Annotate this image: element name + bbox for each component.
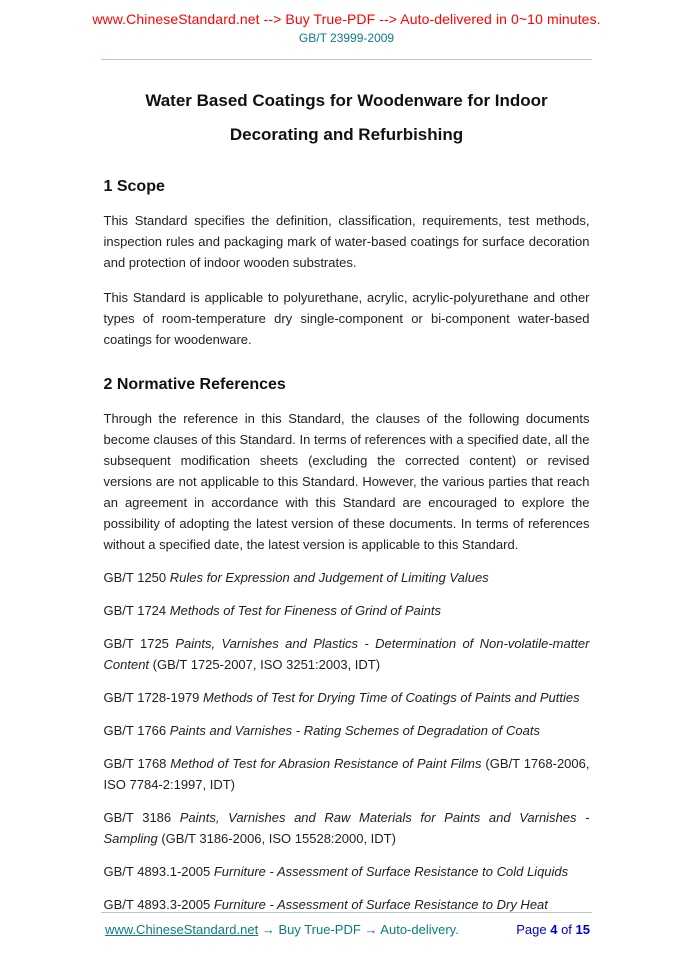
- reference-code: GB/T 1728-1979: [103, 690, 200, 705]
- total-pages: 15: [575, 922, 590, 937]
- reference-item: [104, 861, 590, 882]
- reference-code: GB/T 1766: [103, 723, 167, 738]
- scope-paragraph-2: This Standard is applicable to polyurethane, acrylic, acrylic-polyurethane and other types of room-temperature dry single-component or bi-component water-based coatings for woodenware.: [103, 290, 590, 347]
- page-label: Page: [516, 922, 547, 937]
- promo-banner: www.ChineseStandard.net --> Buy True-PDF --> Auto-delivered in 0~10 minutes.: [92, 11, 601, 27]
- reference-title: Rules for Expression and Judgement of Limiting Values: [169, 570, 489, 585]
- reference-code: GB/T 1250: [103, 570, 167, 585]
- of-label: of: [561, 922, 572, 937]
- scope-paragraph-1: This Standard specifies the definition, classification, requirements, test methods, inspection rules and packaging mark of water-based coatings for surface decoration and protection of indoor wooden substrates.: [103, 213, 590, 270]
- reference-item: [104, 600, 590, 621]
- title-line-2: Decorating and Refurbishing: [229, 125, 464, 144]
- reference-item: [104, 720, 590, 741]
- reference-code: GB/T 1768: [103, 756, 167, 771]
- reference-title: Paints, Varnishes and Raw Materials for Paints and Varnishes - Sampling: [103, 810, 590, 846]
- footer-tagline: → Buy True-PDF → Auto-delivery.: [261, 922, 459, 937]
- normative-references-paragraph: Through the reference in this Standard, the clauses of the following documents become clauses of this Standard. In terms of references with a specified date, all the subsequent modification sheets (excluding the corrected content) or revised versions are not applicable to this Standard. However, the various parties that reach an agreement in accordance with this Standard are encouraged to explore the possibility of adopting the latest version of these documents. In terms of references without a specified date, the latest version is applicable to this Standard.: [103, 411, 590, 552]
- reference-suffix: (GB/T 1768-2006, ISO 7784-2:1997, IDT): [103, 756, 590, 792]
- footer-promo: [105, 922, 459, 937]
- reference-title: Furniture - Assessment of Surface Resistance to Dry Heat: [213, 897, 548, 912]
- document-body: [104, 84, 590, 915]
- page-footer: [0, 912, 693, 937]
- reference-code: GB/T 4893.1-2005: [103, 864, 211, 879]
- section-heading-scope: 1 Scope: [103, 178, 165, 195]
- reference-item: [104, 807, 590, 849]
- reference-code: GB/T 4893.3-2005: [103, 897, 211, 912]
- standard-code: GB/T 23999-2009: [298, 31, 395, 45]
- reference-code: GB/T 1725: [103, 636, 169, 651]
- reference-suffix: (GB/T 1725-2007, ISO 3251:2003, IDT): [152, 657, 381, 672]
- section-heading-normative-references: 2 Normative References: [103, 376, 286, 393]
- page-indicator: [516, 922, 590, 937]
- footer-site-link[interactable]: www.ChineseStandard.net: [105, 922, 259, 937]
- reference-item: [104, 633, 590, 675]
- page-number: 4: [550, 922, 558, 937]
- reference-title: Paints and Varnishes - Rating Schemes of Degradation of Coats: [169, 723, 540, 738]
- reference-title: Furniture - Assessment of Surface Resistance to Cold Liquids: [213, 864, 569, 879]
- reference-title: Methods of Test for Drying Time of Coatings of Paints and Putties: [203, 690, 580, 705]
- reference-item: [104, 567, 590, 588]
- reference-code: GB/T 1724: [103, 603, 167, 618]
- reference-suffix: (GB/T 3186-2006, ISO 15528:2000, IDT): [161, 831, 396, 846]
- reference-item: [104, 687, 590, 708]
- reference-code: GB/T 3186: [103, 810, 172, 825]
- reference-item: [104, 753, 590, 795]
- reference-title: Methods of Test for Fineness of Grind of Paints: [169, 603, 441, 618]
- title-line-1: Water Based Coatings for Woodenware for Indoor: [145, 91, 548, 110]
- footer-divider: [101, 912, 592, 913]
- reference-title: Method of Test for Abrasion Resistance of Paint Films: [170, 756, 482, 771]
- header-divider: [101, 59, 592, 60]
- document-title: [104, 84, 590, 152]
- reference-title: Paints, Varnishes and Plastics - Determination of Non-volatile-matter Content: [103, 636, 590, 672]
